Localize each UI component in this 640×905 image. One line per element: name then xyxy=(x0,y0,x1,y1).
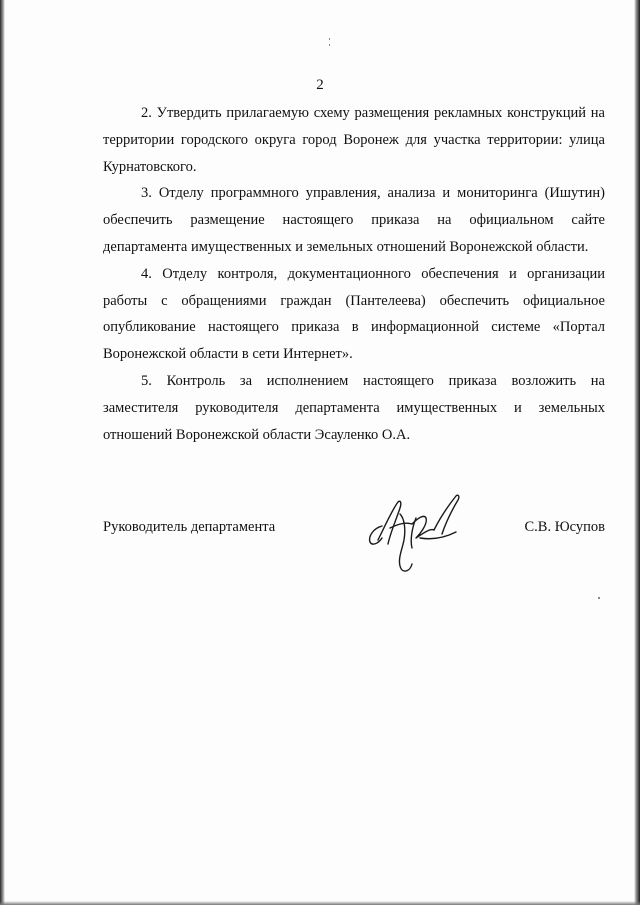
signatory-name: С.В. Юсупов xyxy=(524,519,605,535)
paragraph-item-5: 5. Контроль за исполнением настоящего приказа возложить на заместителя руководителя департамента имущественных и земельных отношений Воронежской области Эсауленко О.А. xyxy=(103,372,605,443)
scan-speck xyxy=(329,44,330,46)
handwritten-signature-icon xyxy=(360,488,472,580)
scan-speck xyxy=(598,597,600,599)
paragraph-item-3: 3. Отделу программного управления, анализа и мониторинга (Ишутин) обеспечить размещение настоящего приказа на официальном сайте департамента имущественных и земельных отношений Воронежской области. xyxy=(103,185,605,255)
signature-block xyxy=(103,514,605,540)
paragraph-item-4: 4. Отделу контроля, документационного обеспечения и организации работы с обращениями граждан (Пантелеева) обеспечить официальное опубликование настоящего приказа в информационной системе «Портал Воронежской области в сети Интернет». xyxy=(103,265,605,363)
document-body xyxy=(103,100,605,448)
scan-speck xyxy=(329,38,330,40)
scan-edge-bottom xyxy=(0,901,640,905)
scan-edge-left xyxy=(0,0,5,905)
paragraph-item-2: 2. Утвердить прилагаемую схему размещения рекламных конструкций на территории городского округа город Воронеж для участка территории: улица Курнатовского. xyxy=(103,105,605,175)
scan-edge-right xyxy=(634,0,640,905)
page-number: 2 xyxy=(316,77,324,93)
signatory-title: Руководитель департамента xyxy=(103,519,276,535)
